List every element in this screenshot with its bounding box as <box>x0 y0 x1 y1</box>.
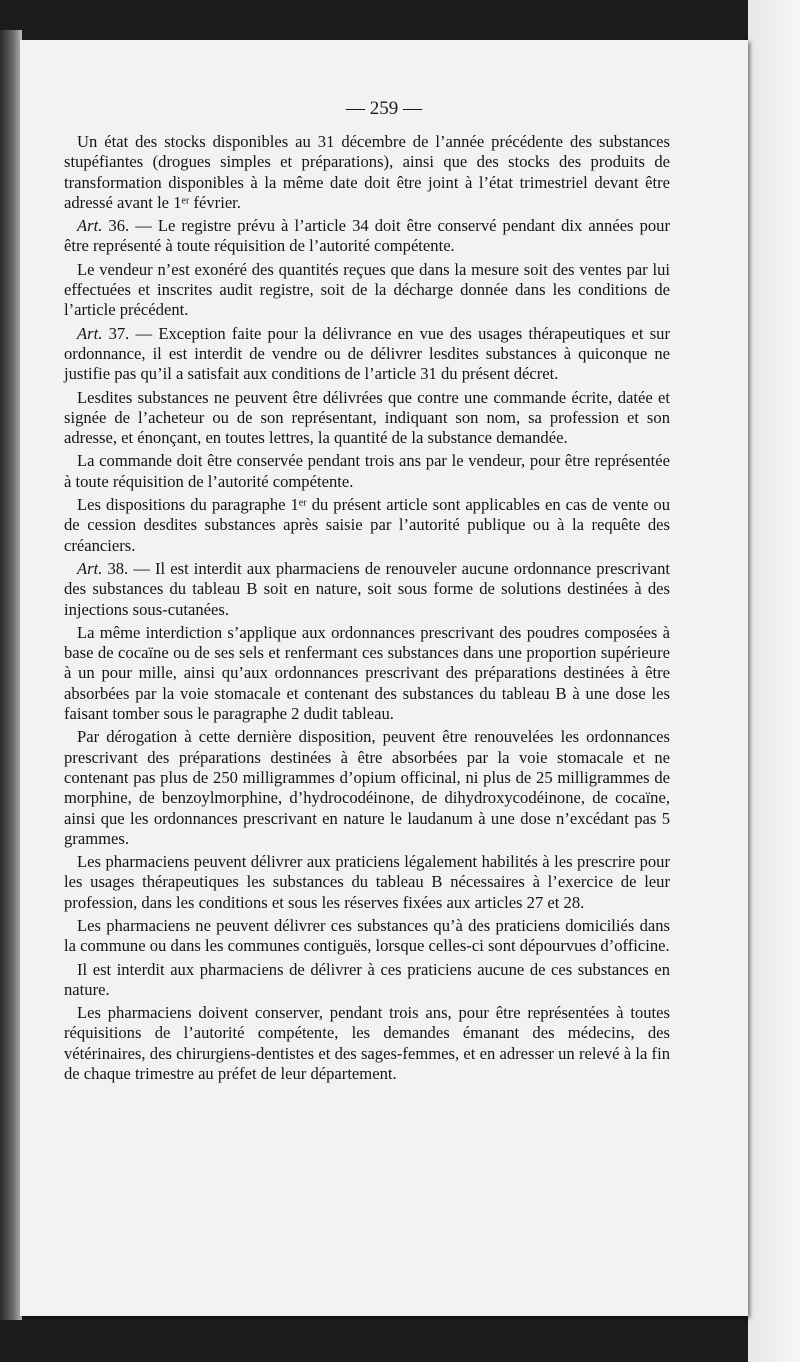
page-number: — 259 — <box>346 98 422 119</box>
paragraph-article-36: Art. 36. — Le registre prévu à l’article 34 doit être conservé pendant dix années pour être représenté à toute réquisition de l’autorité compétente. <box>64 216 670 256</box>
article-label: Art. <box>77 323 103 343</box>
paragraph: Les pharmaciens peuvent délivrer aux praticiens légalement habilités à les prescrire pour les usages thérapeutiques les substances du tableau B nécessaires à l’exercice de leur profession, dans les conditions et sous les réserves fixées aux articles 27 et 28. <box>64 852 670 912</box>
body-text <box>64 132 670 1087</box>
paragraph: Les dispositions du paragraphe 1ᵉʳ du présent article sont applicables en cas de vente ou de cession desdites substances après saisie par l’autorité publique ou à la requête des créanciers. <box>64 495 670 555</box>
paragraph: Lesdites substances ne peuvent être délivrées que contre une commande écrite, datée et signée de l’acheteur ou de son représentant, indiquant son nom, sa profession et son adresse, et énonçant, en toutes lettres, la quantité de la substance demandée. <box>64 387 670 448</box>
document-page <box>20 40 748 1316</box>
paragraph-article-38: Art. 38. — Il est interdit aux pharmaciens de renouveler aucune ordonnance prescrivant des substances du tableau B soit en nature, soit sous forme de solutions destinées à des injections sous-cutanées. <box>64 558 670 619</box>
paragraph: Le vendeur n’est exonéré des quantités reçues que dans la mesure soit des ventes par lui effectuées et inscrites audit registre, soit de la décharge donnée dans les conditions de l’article précédent. <box>64 259 670 320</box>
paragraph: Il est interdit aux pharmaciens de délivrer à ces praticiens aucune de ces substances en nature. <box>64 959 670 999</box>
paragraph: Un état des stocks disponibles au 31 décembre de l’année précédente des substances stupéfiantes (drogues simples et préparations), ainsi que des stocks des produits de transformation disponibles à la même date doit être joint à l’état trimestriel devant être adressé avant le 1ᵉʳ février. <box>64 132 670 212</box>
paragraph: La même interdiction s’applique aux ordonnances prescrivant des poudres composées à base de cocaïne ou de ses sels et renfermant ces substances dans une proportion supérieure à un pour mille, ainsi qu’aux ordonnances prescrivant des préparations destinées à être absorbées par la voie stomacale et contenant des substances du tableau B à une dose les faisant tomber sous le paragraphe 2 dudit tableau. <box>64 622 670 724</box>
article-label: Art. <box>77 216 103 236</box>
paragraph: Les pharmaciens doivent conserver, pendant trois ans, pour être représentées à toutes réquisitions de l’autorité compétente, les demandes émanant des médecins, des vétérinaires, des chirurgiens-dentistes et des sages-femmes, et en adresser un relevé à la fin de chaque trimestre au préfet de leur département. <box>64 1003 670 1084</box>
paragraph: La commande doit être conservée pendant trois ans par le vendeur, pour être représentée à toute réquisition de l’autorité compétente. <box>64 451 670 491</box>
adjacent-page-edge <box>748 0 800 1362</box>
book-spine-edge <box>0 30 22 1320</box>
paragraph: Par dérogation à cette dernière disposition, peuvent être renouvelées les ordonnances prescrivant des préparations destinées à être absorbées par la voie stomacale et ne contenant pas plus de 250 milligrammes d’opium officinal, ni plus de 25 milligrammes de morphine, de benzoylmorphine, d’hydrocodéinone, de dihydroxycodéinone, de cocaïne, ainsi que les ordonnances prescrivant en nature le laudanum à une dose n’excédant pas 5 grammes. <box>64 727 670 848</box>
paragraph: Les pharmaciens ne peuvent délivrer ces substances qu’à des praticiens domiciliés dans la commune ou dans les communes contiguës, lorsque celles-ci sont dépourvues d’officine. <box>64 915 670 956</box>
article-label: Art. <box>77 558 103 578</box>
paragraph-article-37: Art. 37. — Exception faite pour la délivrance en vue des usages thérapeutiques et sur ordonnance, il est interdit de vendre ou de délivrer lesdites substances à quiconque ne justifie pas qu’il a satisfait aux conditions de l’article 31 du présent décret. <box>64 323 670 384</box>
